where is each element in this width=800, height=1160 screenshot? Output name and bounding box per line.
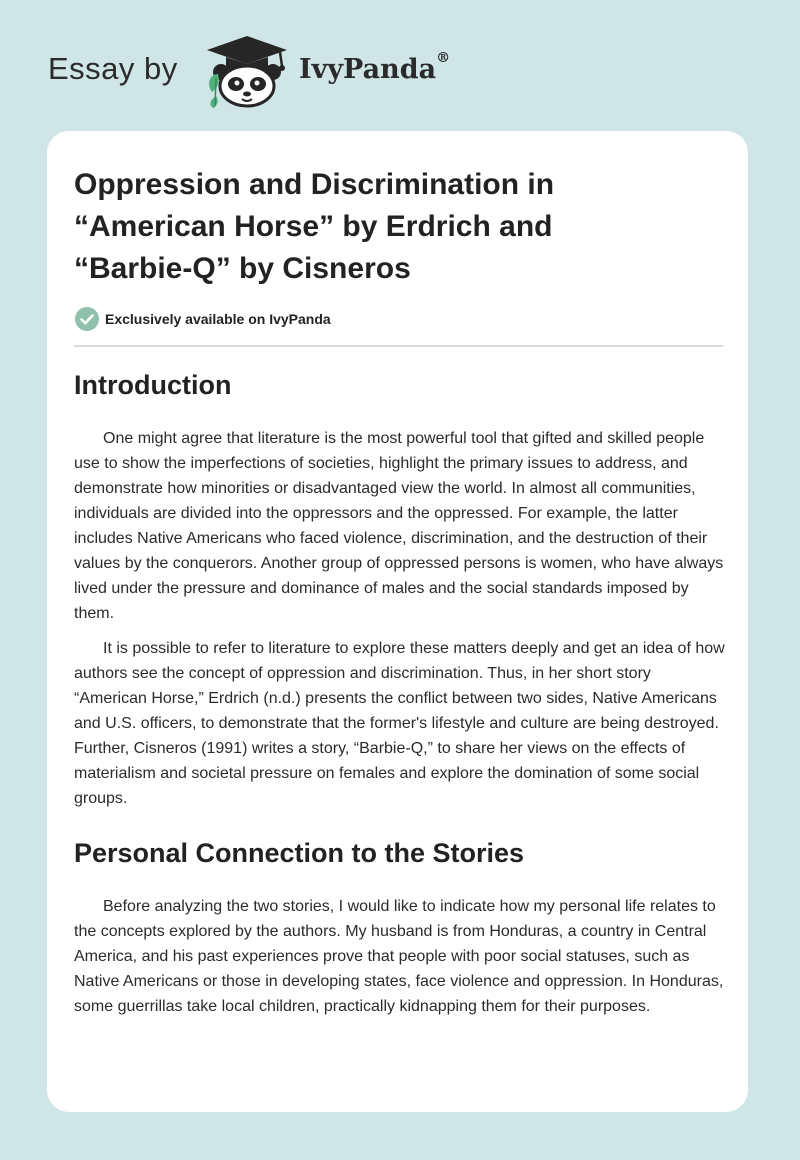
essay-title (74, 164, 674, 290)
paragraph (74, 894, 726, 1019)
text-line: address, and demonstrate how minorities or disadvantaged view the world. In almost all (74, 455, 688, 497)
check-circle-icon (74, 306, 100, 332)
text-line: communities, individuals are divided into the oppressors and the oppressed. For (74, 480, 696, 522)
title-line: “Barbie-Q” by Cisneros (74, 252, 411, 285)
panda-graduate-icon (202, 34, 292, 108)
paragraph (74, 426, 726, 626)
text-line: such as Native Americans or those in developing states, face violence and oppression. (74, 948, 690, 990)
text-line: on the effects of materialism and societal pressure on females and explore the (74, 740, 686, 782)
text-line: Central America, and his past experiences prove that people with poor social statuses, (74, 923, 707, 965)
text-line: Before analyzing the two stories, I would like to indicate how my personal life relates (103, 898, 698, 915)
brand-name-text: IvyPanda (299, 54, 437, 85)
text-line: people use to show the imperfections of societies, highlight the primary issues to (74, 430, 705, 472)
text-line: being destroyed. Further, Cisneros (1991) writes a story, “Barbie-Q,” to share her views (74, 715, 719, 757)
section-heading-introduction: Introduction (74, 370, 232, 400)
title-line: “American Horse” by Erdrich and (74, 210, 553, 243)
text-line: how authors see the concept of oppression and discrimination. Thus, in her short story (74, 640, 725, 682)
divider (74, 345, 723, 347)
paragraph (74, 636, 726, 811)
essay-body (74, 363, 726, 1019)
exclusive-badge-text: Exclusively available on IvyPanda (105, 311, 331, 327)
text-line: Americans and U.S. officers, to demonstrate that the former's lifestyle and culture are (74, 690, 717, 732)
text-line: the destruction of their values by the conquerors. Another group of oppressed persons (74, 530, 708, 572)
brand-prefix: Essay by (48, 51, 178, 86)
exclusive-badge (74, 306, 331, 332)
brand-header[interactable] (48, 34, 508, 108)
text-line: One might agree that literature is the most powerful tool that gifted and skilled (103, 430, 652, 447)
title-line: Oppression and Discrimination in (74, 168, 555, 201)
text-line: In Honduras, some guerrillas take local children, practically kidnapping them for their (74, 973, 724, 1015)
text-line: to the concepts explored by the authors. My husband is from Honduras, a country in (74, 898, 716, 940)
text-line: domination of some social groups. (74, 765, 700, 807)
text-line: example, the latter includes Native Americans who faced violence, discrimination, and (74, 505, 678, 547)
section-heading-personal-connection: Personal Connection to the Stories (74, 838, 525, 868)
brand-name (299, 50, 451, 85)
essay-card (47, 131, 748, 1112)
text-line: is women, who have always lived under the pressure and dominance of males and the (74, 555, 724, 597)
text-line: It is possible to refer to literature to explore these matters deeply and get an idea of (103, 640, 691, 657)
text-line: “American Horse,” Erdrich (n.d.) presents the conflict between two sides, Native (74, 690, 638, 707)
registered-mark: ® (436, 50, 451, 66)
text-line: social standards imposed by them. (74, 580, 689, 622)
text-line: purposes. (580, 998, 651, 1015)
